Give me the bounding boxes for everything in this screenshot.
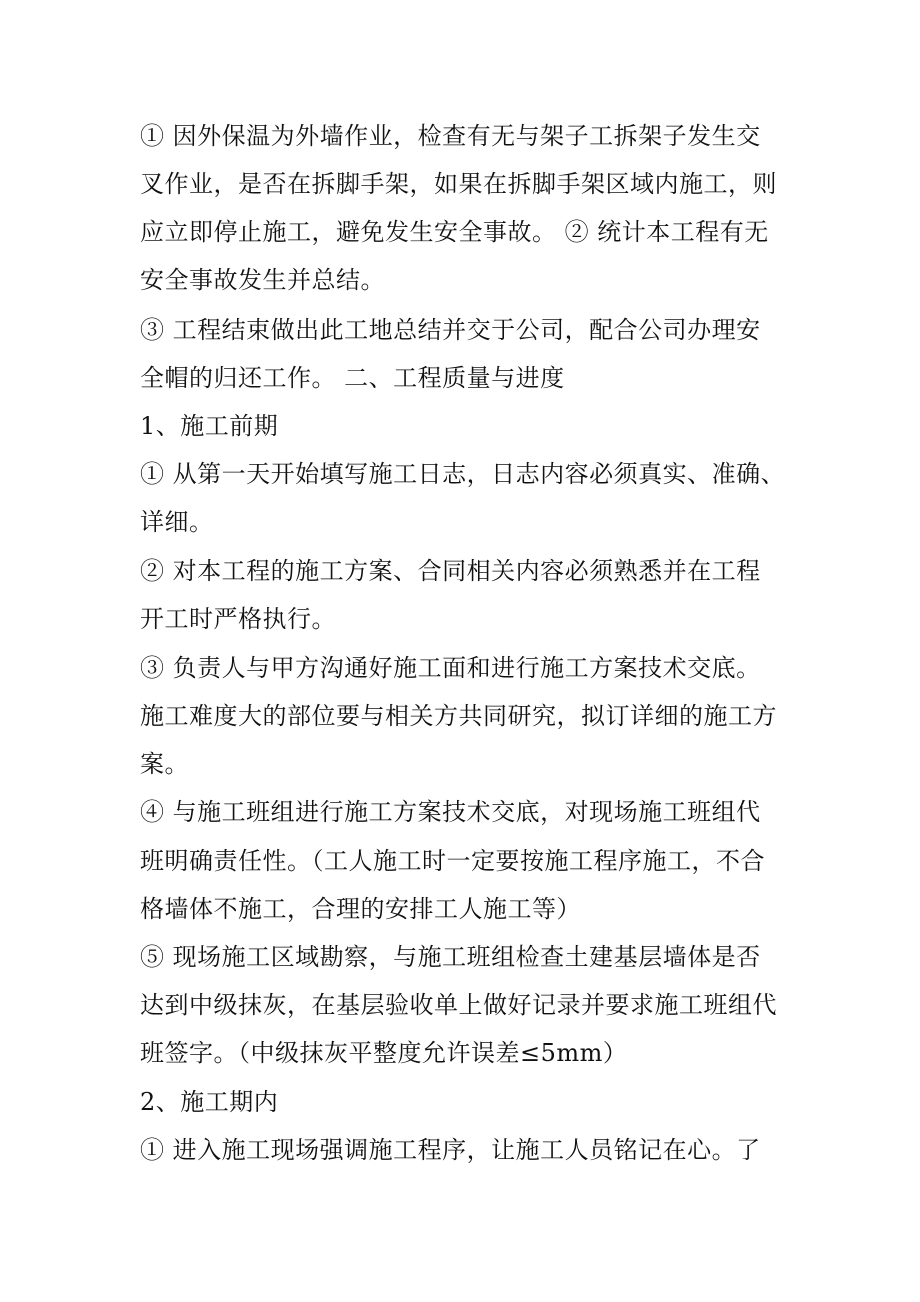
text-line: 安全事故发生并总结。: [140, 266, 385, 294]
text-line: 全帽的归还工作。 二、工程质量与进度: [140, 364, 565, 392]
text-line: 施工难度大的部位要与相关方共同研究，拟订详细的施工方: [140, 702, 777, 730]
text-line: 班签字。（中级抹灰平整度允许误差≤5mm）: [140, 1039, 628, 1067]
text-line: ③ 负责人与甲方沟通好施工面和进行施工方案技术交底。: [140, 654, 761, 682]
text-line: 班明确责任性。（工人施工时一定要按施工程序施工，不合: [140, 847, 765, 875]
text-line: 应立即停止施工，避免发生安全事故。 ② 统计本工程有无: [140, 218, 769, 246]
text-line: ① 因外保温为外墙作业，检查有无与架子工拆架子发生交: [140, 122, 761, 150]
text-line: ④ 与施工班组进行施工方案技术交底，对现场施工班组代: [140, 798, 761, 826]
text-line: ⑤ 现场施工区域勘察，与施工班组检查土建基层墙体是否: [140, 943, 761, 971]
text-line: ② 对本工程的施工方案、合同相关内容必须熟悉并在工程: [140, 557, 761, 585]
text-line: ③ 工程结束做出此工地总结并交于公司，配合公司办理安: [140, 316, 761, 344]
text-line: 案。: [140, 750, 189, 778]
text-line: 叉作业，是否在拆脚手架，如果在拆脚手架区域内施工，则: [140, 170, 777, 198]
text-line: ① 从第一天开始填写施工日志，日志内容必须真实、准确、: [140, 460, 786, 488]
text-line: 详细。: [140, 508, 214, 536]
text-line: 达到中级抹灰，在基层验收单上做好记录并要求施工班组代: [140, 991, 777, 1019]
text-line: 格墙体不施工，合理的安排工人施工等）: [140, 895, 581, 923]
text-line: 开工时严格执行。: [140, 605, 336, 633]
text-line: ① 进入施工现场强调施工程序，让施工人员铭记在心。了: [140, 1136, 761, 1164]
section-heading: 1、施工前期: [140, 412, 279, 440]
section-heading: 2、施工期内: [140, 1088, 279, 1116]
